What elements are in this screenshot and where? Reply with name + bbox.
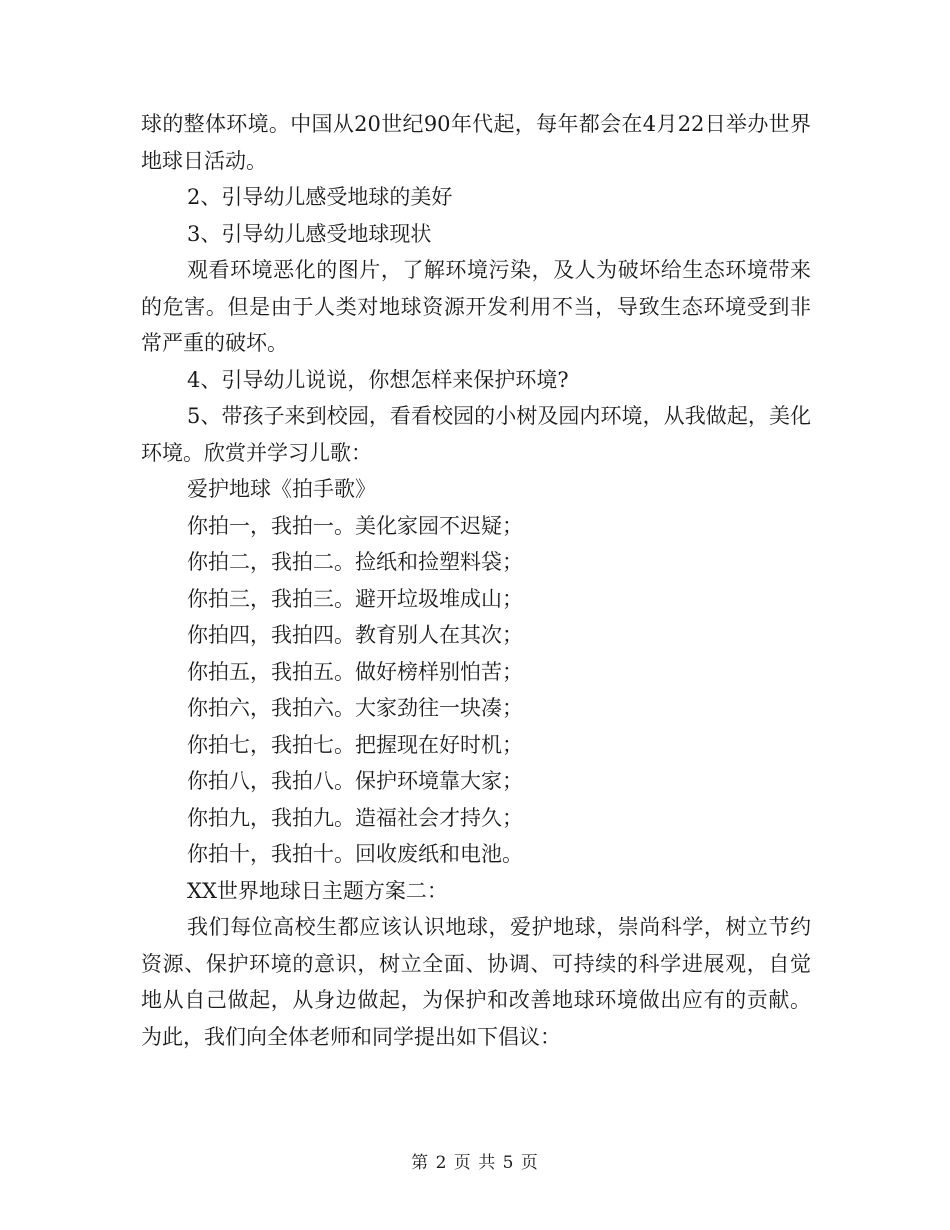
paragraph: 3、引导幼儿感受地球现状 xyxy=(187,221,432,246)
song-line: 你拍七，我拍七。把握现在好时机； xyxy=(187,732,523,757)
song-line: 你拍六，我拍六。大家劲往一块凑； xyxy=(187,696,523,720)
paragraph: 观看环境恶化的图片，了解环境污染，及人为破坏给生态环境带来的危害。但是由于人类对地球资源开发利用不当，导致生态环境受到非常严重的破坏。 xyxy=(141,258,811,355)
song-title: 爱护地球《拍手歌》 xyxy=(187,477,376,501)
section-heading: XX世界地球日主题方案二： xyxy=(187,878,448,903)
body-text xyxy=(141,106,811,1055)
song-line: 你拍九，我拍九。造福社会才持久； xyxy=(187,805,523,830)
song-line: 你拍三，我拍三。避开垃圾堆成山； xyxy=(187,586,523,611)
song-line: 你拍八，我拍八。保护环境靠大家； xyxy=(187,769,523,793)
song-line: 你拍十，我拍十。回收废纸和电池。 xyxy=(187,842,523,866)
paragraph: 4、引导幼儿说说，你想怎样来保护环境? xyxy=(187,367,569,392)
song-line: 你拍二，我拍二。捡纸和捡塑料袋； xyxy=(187,550,523,574)
paragraph: 我们每位高校生都应该认识地球，爱护地球，崇尚科学，树立节约资源、保护环境的意识，树立全面、协调、可持续的科学进展观，自觉地从自己做起，从身边做起，为保护和改善地球环境做出应有的贡献。为此，我们向全体老师和同学提出如下倡议： xyxy=(141,915,811,1049)
song-line: 你拍一，我拍一。美化家园不迟疑； xyxy=(187,513,523,538)
page-number-footer: 第 2 页 共 5 页 xyxy=(411,1153,539,1173)
paragraph: 5、带孩子来到校园，看看校园的小树及园内环境，从我做起，美化环境。欣赏并学习儿歌： xyxy=(141,404,811,465)
paragraph: 球的整体环境。中国从20世纪90年代起，每年都会在4月22日举办世界地球日活动。 xyxy=(141,112,811,173)
song-line: 你拍五，我拍五。做好榜样别怕苦； xyxy=(187,659,523,684)
song-line: 你拍四，我拍四。教育别人在其次； xyxy=(187,623,523,647)
paragraph: 2、引导幼儿感受地球的美好 xyxy=(187,185,453,209)
